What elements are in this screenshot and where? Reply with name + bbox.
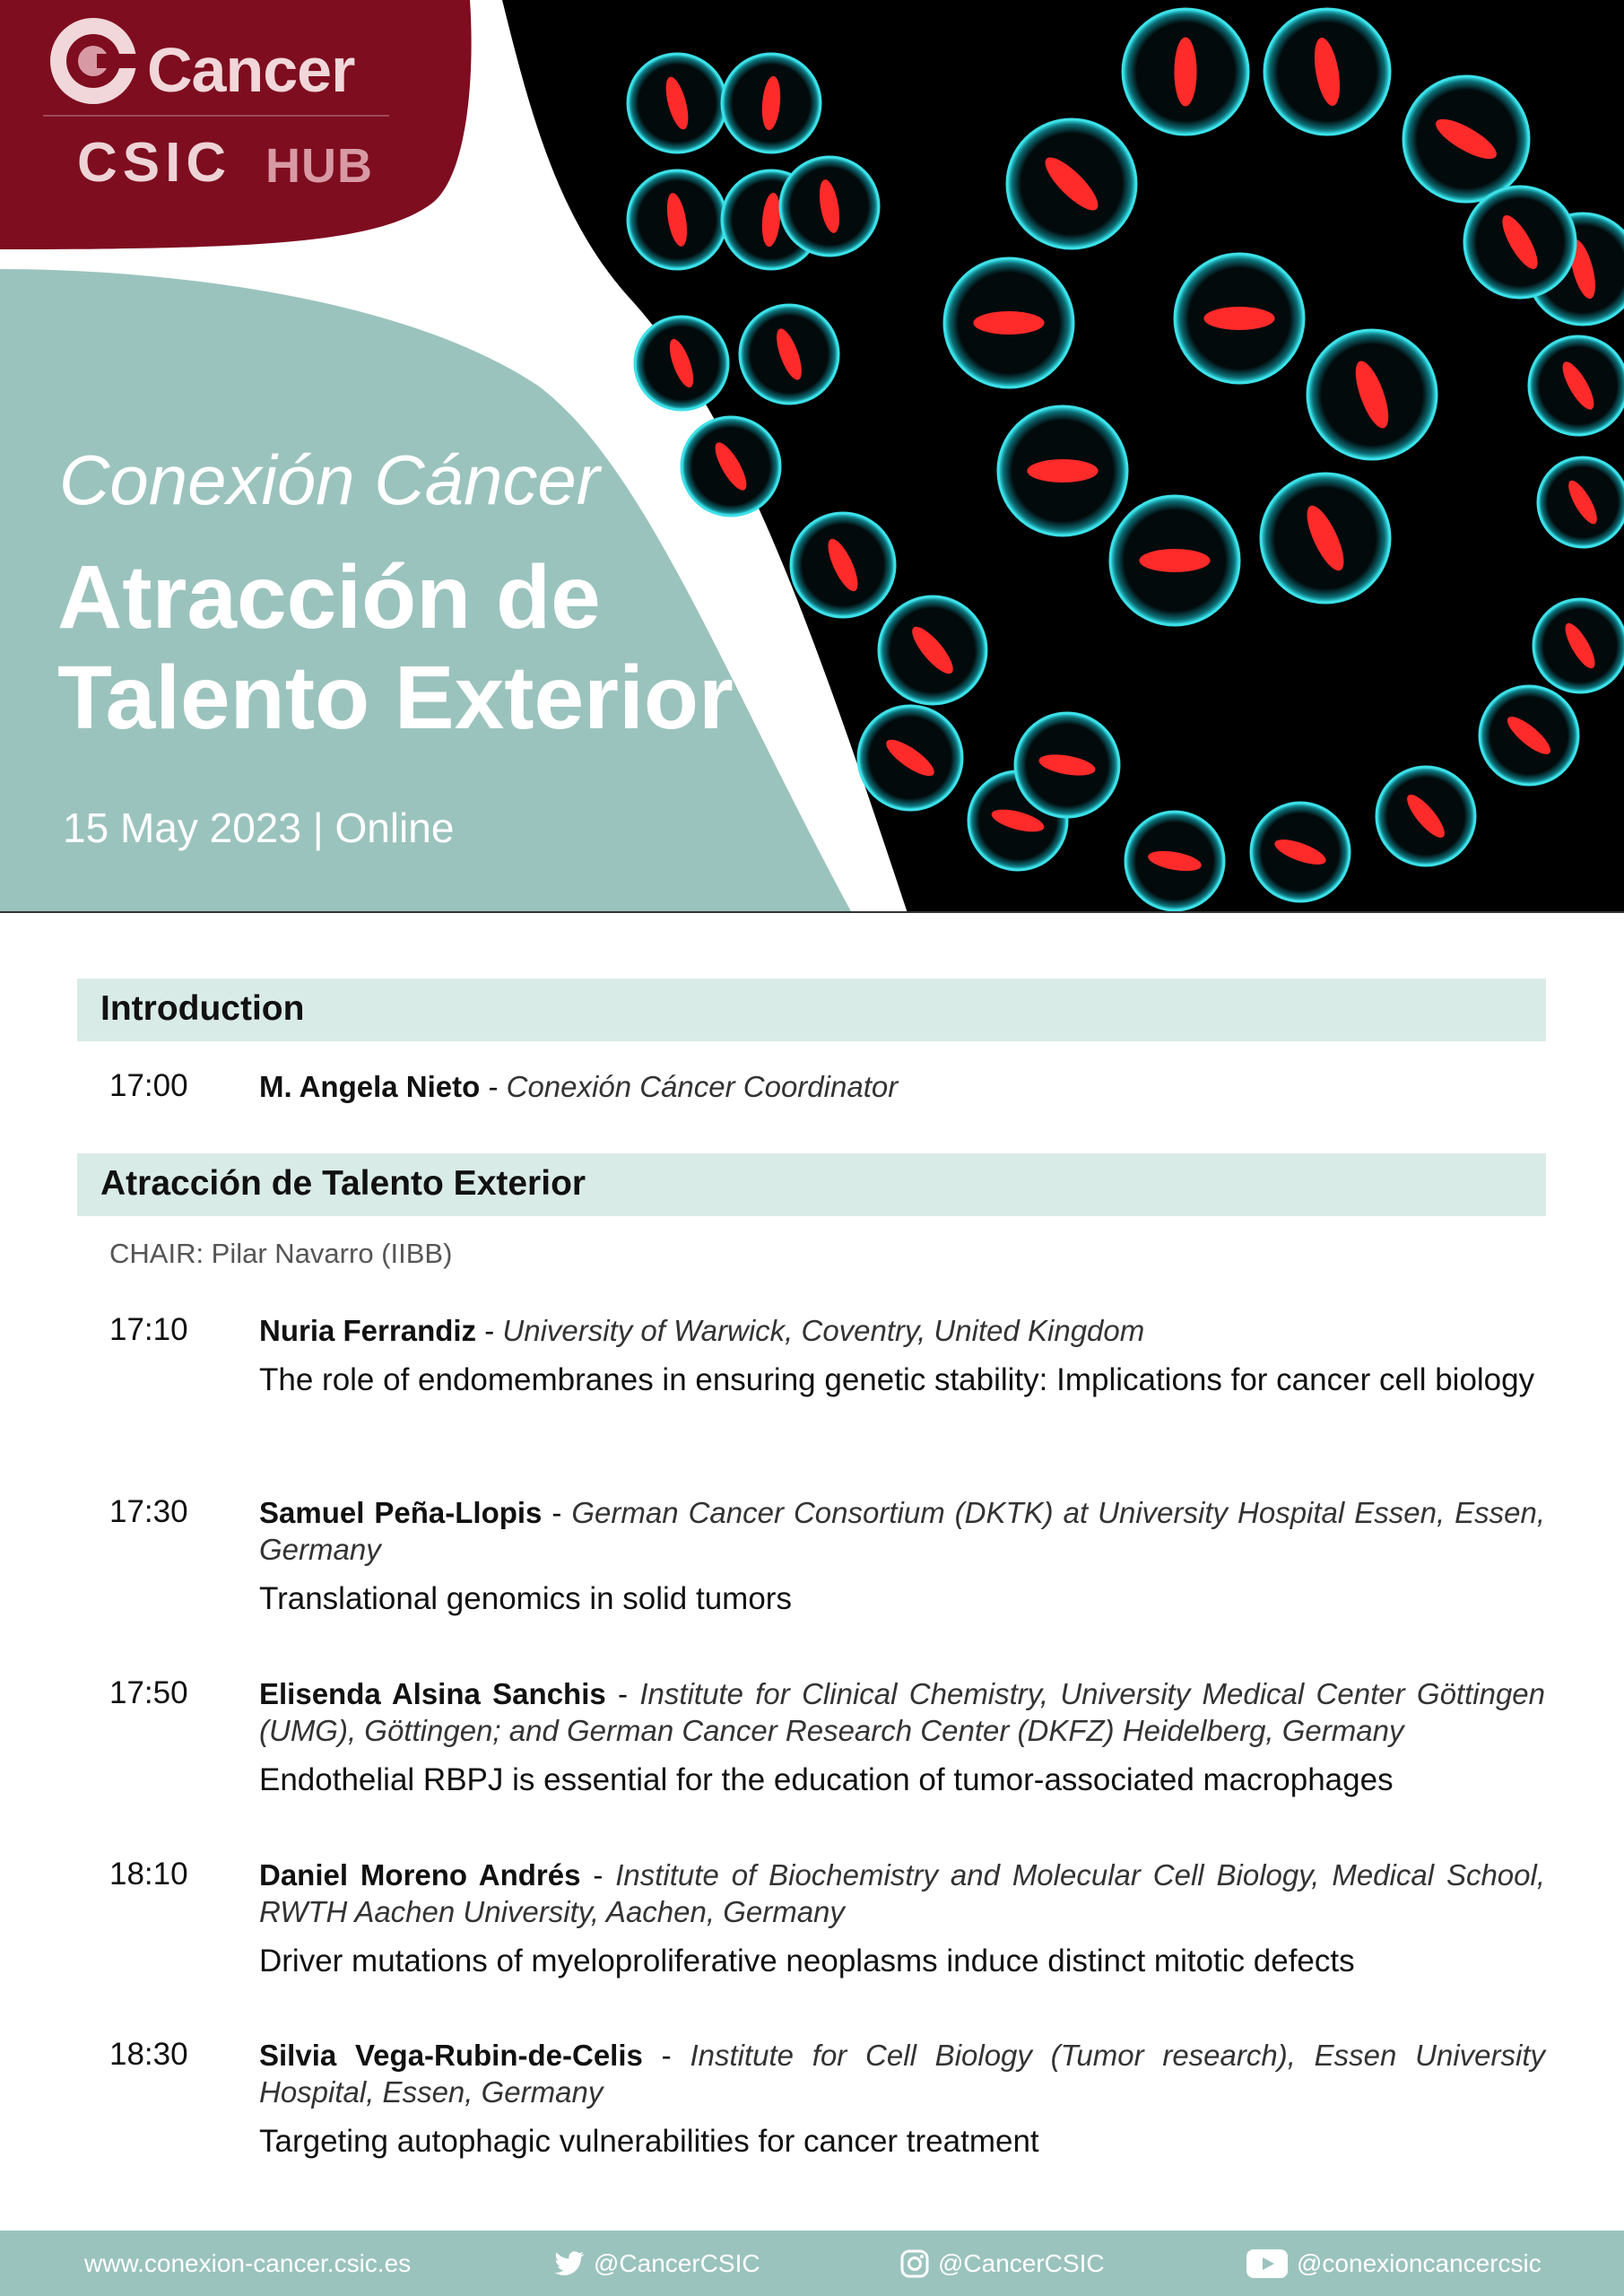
session-chair: CHAIR: Pilar Navarro (IIBB) [109, 1238, 453, 1269]
slot-time: 17:10 [109, 1312, 188, 1347]
website-link[interactable] [84, 2231, 411, 2296]
logo-c-icon [50, 18, 136, 104]
event-title-line-2: Talento Exterior [57, 648, 734, 748]
chromosomes [1139, 549, 1210, 572]
instagram-handle[interactable]: @CancerCSIC [938, 2248, 1105, 2277]
speaker-affiliation: Institute for Clinical Chemistry, University Medical Center Göttingen (UMG), Göttingen; and German Cancer Research Center (DKFZ) Heidelberg, Germany [259, 1677, 1546, 1747]
speaker-affiliation: Conexión Cáncer Coordinator [506, 1070, 899, 1103]
cancer-csic-hub-logo [50, 18, 391, 197]
section-header-session [77, 1153, 1546, 1216]
slot-time: 18:10 [109, 1857, 188, 1892]
chromosomes [1027, 459, 1098, 483]
instagram-link[interactable] [900, 2231, 1105, 2296]
chromosomes [1174, 38, 1196, 107]
talk-title: The role of endomembranes in ensuring genetic stability: Implications for cancer cell biology [259, 1362, 1535, 1397]
program-item [259, 1675, 1545, 1800]
youtube-handle[interactable]: @conexioncancercsic [1297, 2248, 1541, 2277]
section-title: Atracción de Talento Exterior [100, 1164, 586, 1203]
separator: - [580, 1858, 616, 1892]
speaker-affiliation: Institute for Cell Biology (Tumor research), Essen University Hospital, Essen, Germany [259, 2039, 1546, 2109]
chromosomes [1203, 307, 1274, 330]
talk-title: Targeting autophagic vulnerabilities for cancer treatment [259, 2124, 1039, 2159]
speaker-affiliation: Institute of Biochemistry and Molecular Cell Biology, Medical School, RWTH Aachen University, Aachen, Germany [259, 1858, 1546, 1928]
speaker-affiliation: University of Warwick, Coventry, United Kingdom [502, 1314, 1145, 1347]
separator: - [605, 1677, 640, 1710]
slot-time: 17:30 [109, 1494, 188, 1529]
twitter-link[interactable] [554, 2231, 760, 2296]
chromosomes [973, 311, 1044, 335]
speaker-name: Silvia Vega-Rubin-de-Celis [259, 2039, 643, 2072]
program-item [259, 1494, 1545, 1619]
header-banner [0, 0, 1624, 913]
section-header-introduction [77, 978, 1546, 1041]
event-date: 15 May 2023 | Online [63, 804, 455, 851]
speaker-name: Elisenda Alsina Sanchis [259, 1677, 606, 1710]
footer [0, 2231, 1624, 2296]
program-item [259, 1857, 1545, 1981]
speaker-name: Daniel Moreno Andrés [259, 1858, 581, 1892]
event-title [57, 547, 864, 748]
talk-title: Translational genomics in solid tumors [259, 1581, 792, 1616]
twitter-handle[interactable]: @CancerCSIC [594, 2248, 760, 2277]
speaker-name: Nuria Ferrandiz [259, 1314, 477, 1347]
talk-title: Driver mutations of myeloproliferative neoplasms induce distinct mitotic defects [259, 1944, 1355, 1979]
separator: - [476, 1314, 503, 1347]
program-item [259, 1068, 1545, 1105]
event-subtitle: Conexión Cáncer [59, 440, 600, 519]
slot-time: 17:00 [109, 1068, 188, 1103]
section-title: Introduction [100, 989, 305, 1028]
slot-time: 18:30 [109, 2037, 188, 2072]
twitter-icon [554, 2251, 585, 2276]
program-item [259, 1312, 1545, 1400]
logo-word: Cancer [147, 35, 355, 105]
speaker-name: M. Angela Nieto [259, 1070, 481, 1103]
instagram-icon [900, 2249, 929, 2278]
program-item [259, 2037, 1545, 2161]
logo-csic: CSIC [77, 132, 232, 194]
speaker-name: Samuel Peña-Llopis [259, 1496, 543, 1529]
separator: - [642, 2039, 690, 2072]
separator: - [542, 1496, 572, 1529]
youtube-link[interactable] [1246, 2231, 1541, 2296]
separator: - [480, 1070, 507, 1103]
speaker-affiliation: German Cancer Consortium (DKTK) at University Hospital Essen, Essen, Germany [259, 1496, 1545, 1566]
talk-title: Endothelial RBPJ is essential for the education of tumor-associated macrophages [259, 1762, 1394, 1797]
website-text[interactable]: www.conexion-cancer.csic.es [84, 2248, 412, 2277]
youtube-icon [1246, 2249, 1288, 2278]
slot-time: 17:50 [109, 1675, 188, 1710]
logo-hub: HUB [265, 139, 373, 193]
event-title-line-1: Atracción de [57, 547, 601, 648]
